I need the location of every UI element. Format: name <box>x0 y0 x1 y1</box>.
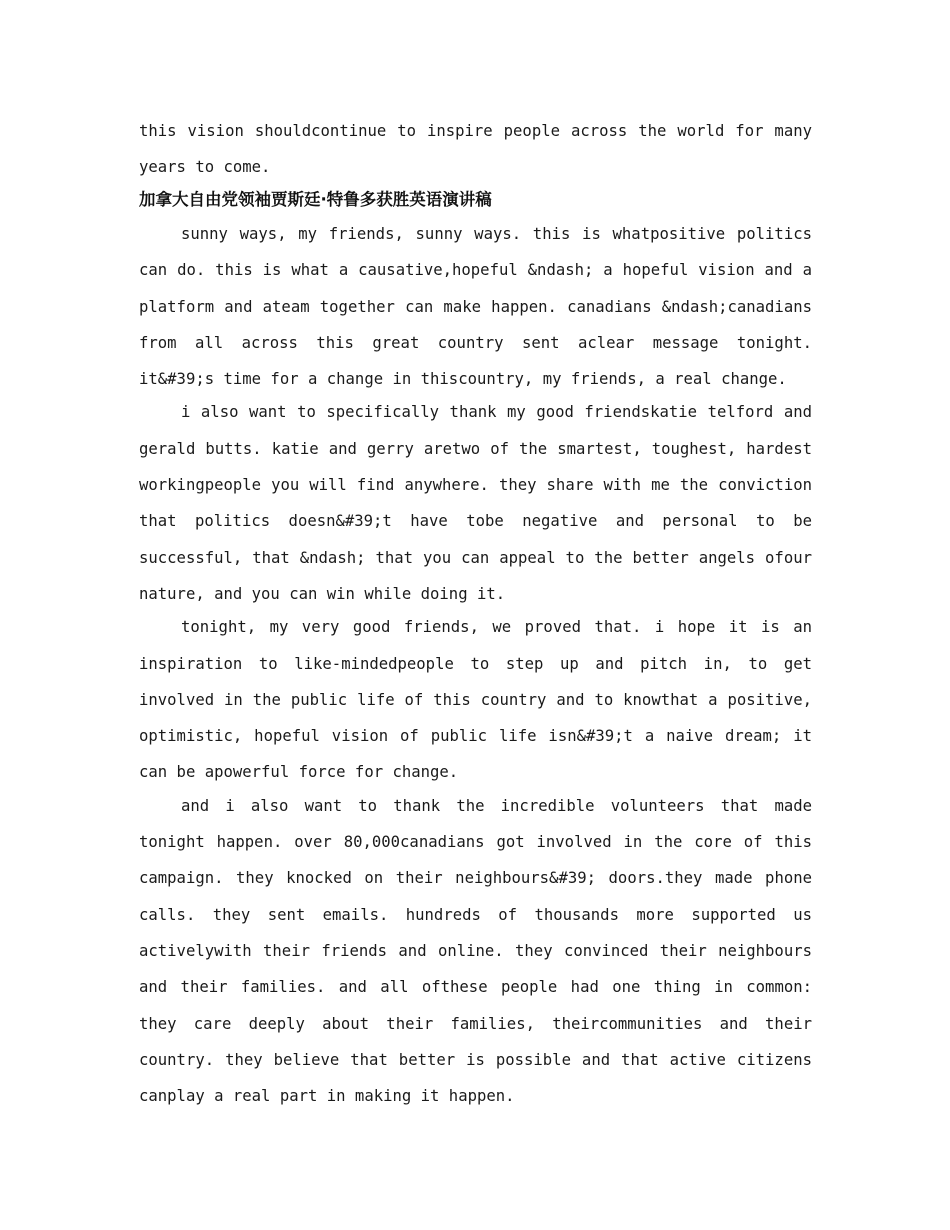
speech-paragraph-2: i also want to specifically thank my good friendskatie telford and gerald butts. katie and gerry aretwo of the smartest, toughest, hardest workingpeople you will find anywhere. they share with me the conviction that politics doesn&#39;t have tobe negative and personal to be successful, that &ndash; that you can appeal to the better angels ofour nature, and you can win while doing it. <box>139 403 812 603</box>
speech-paragraph-4: and i also want to thank the incredible volunteers that made tonight happen. over 80,000canadians got involved in the core of this campaign. they knocked on their neighbours&#39; doors.they made phone calls. they sent emails. hundreds of thousands more supported us activelywith their friends and online. they convinced their neighbours and their families. and all ofthese people had one thing in common: they care deeply about their families, theircommunities and their country. they believe that better is possible and that active citizens canplay a real part in making it happen. <box>139 796 812 1106</box>
speech-body <box>139 216 812 1114</box>
speech-paragraph-1: sunny ways, my friends, sunny ways. this is whatpositive politics can do. this is what a causative,hopeful &ndash; a hopeful vision and a platform and ateam together can make happen. canadians &ndash;canadians from all across this great country sent aclear message tonight. it&#39;s time for a change in thiscountry, my friends, a real change. <box>139 225 812 389</box>
document-title: 加拿大自由党领袖贾斯廷·特鲁多获胜英语演讲稿 <box>139 190 492 209</box>
intro-paragraph: this vision shouldcontinue to inspire people across the world for many years to come. <box>139 122 812 177</box>
speech-paragraph-3: tonight, my very good friends, we proved that. i hope it is an inspiration to like-mindedpeople to step up and pitch in, to get involved in the public life of this country and to knowthat a positive, optimistic, hopeful vision of public life isn&#39;t a naive dream; it can be apowerful force for change. <box>139 618 812 782</box>
intro-text-block <box>139 113 812 186</box>
